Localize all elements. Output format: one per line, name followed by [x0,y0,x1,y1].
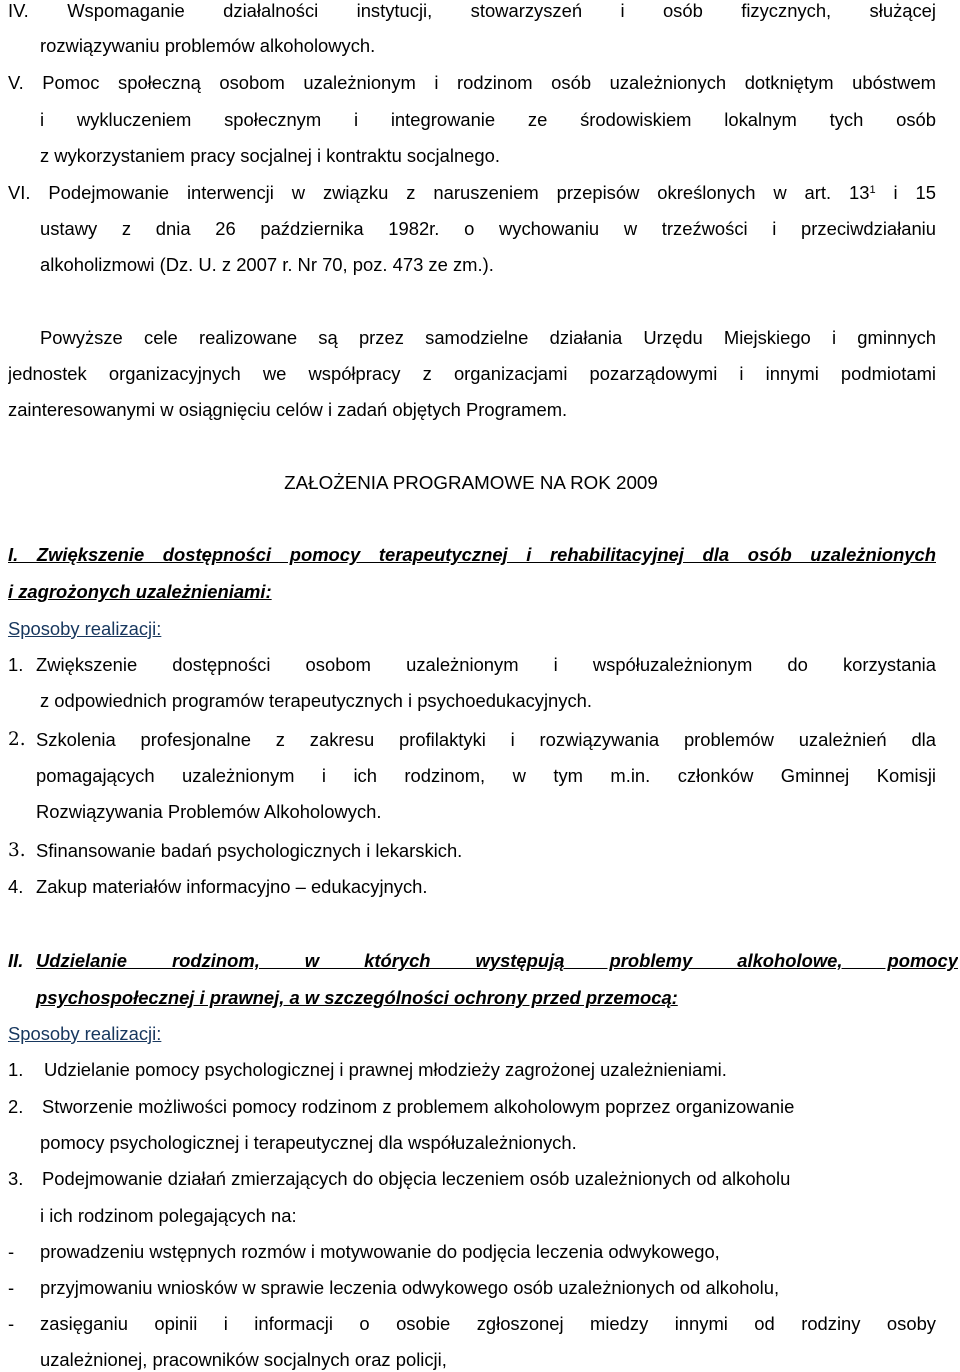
section-vi-line-3: alkoholizmowi (Dz. U. z 2007 r. Nr 70, poz. 473 ze zm.). [40,254,494,275]
intro-line-3: zainteresowanymi w osiągnięciu celów i zadań objętych Programem. [8,399,568,420]
part-i-item-1-number: 1. [8,654,24,675]
part-ii-item-2-line-2: pomocy psychologicznej i terapeutycznej dla współuzależnionych. [40,1132,577,1153]
section-vi-line-1-tail: i 15 [875,182,936,203]
part-ii-methods-label: Sposoby realizacji: [8,1023,162,1044]
part-ii-bullet-3-dash: - [8,1313,15,1334]
part-ii-bullet-1-line-1: prowadzeniu wstępnych rozmów i motywowanie do podjęcia leczenia odwykowego, [40,1241,720,1262]
part-ii-item-3-number: 3. [8,1168,24,1189]
part-i-item-1-line-1: Zwiększenie dostępności osobom uzależnionym i współuzależnionym do korzystania [36,654,936,675]
part-i-item-3-line-1: Sfinansowanie badań psychologicznych i lekarskich. [36,840,463,861]
intro-line-1: Powyższe cele realizowane są przez samodzielne działania Urzędu Miejskiego i gminnych [40,327,936,348]
part-i-title-line-1: I. Zwiększenie dostępności pomocy terapeutycznej i rehabilitacyjnej dla osób uzależnionych [8,544,936,565]
section-vi-line-2: ustawy z dnia 26 października 1982r. o wychowaniu w trzeźwości i przeciwdziałaniu [40,218,936,239]
section-v-line-2: i wykluczeniem społecznym i integrowanie ze środowiskiem lokalnym tych osób [40,109,936,130]
section-v-line-3: z wykorzystaniem pracy socjalnej i kontraktu socjalnego. [40,145,500,166]
section-iv-line-1: IV. Wspomaganie działalności instytucji, stowarzyszeń i osób fizycznych, służącej [8,0,936,21]
part-ii-item-3-line-2: i ich rodzinom polegających na: [40,1205,297,1226]
program-heading: ZAŁOŻENIA PROGRAMOWE NA ROK 2009 [284,472,658,493]
section-vi-line-1 [8,182,936,204]
section-vi-line-1-text: VI. Podejmowanie interwencji w związku z naruszeniem przepisów określonych w art. 13 [8,182,870,203]
part-ii-title-line-1: Udzielanie rodzinom, w których występują problemy alkoholowe, pomocy [36,950,958,971]
part-i-item-2-number: 2. [8,729,26,750]
part-i-title-line-2: i zagrożonych uzależnieniami: [8,581,272,602]
section-iv-line-2: rozwiązywaniu problemów alkoholowych. [40,35,376,56]
section-vi-superscript: 1 [869,184,876,196]
part-i-item-4-number: 4. [8,876,24,897]
part-i-methods-label: Sposoby realizacji: [8,618,162,639]
part-ii-bullet-1-dash: - [8,1241,15,1262]
part-ii-title-line-2: psychospołecznej i prawnej, a w szczególności ochrony przed przemocą: [36,987,678,1008]
intro-line-2: jednostek organizacyjnych we współpracy z organizacjami pozarządowymi i innymi podmiotami [8,363,936,384]
part-i-item-2-line-3: Rozwiązywania Problemów Alkoholowych. [36,801,382,822]
part-i-item-4-line-1: Zakup materiałów informacyjno – edukacyjnych. [36,876,428,897]
part-i-item-2-line-2: pomagających uzależnionym i ich rodzinom, w tym m.in. członków Gminnej Komisji [36,765,936,786]
part-ii-bullet-2-line-1: przyjmowaniu wniosków w sprawie leczenia odwykowego osób uzależnionych od alkoholu, [40,1277,780,1298]
part-ii-item-3-line-1: Podejmowanie działań zmierzających do objęcia leczeniem osób uzależnionych od alkoholu [42,1168,791,1189]
part-ii-item-1-number: 1. [8,1059,24,1080]
part-ii-item-2-number: 2. [8,1096,24,1117]
part-ii-bullet-3-line-1: zasięganiu opinii i informacji o osobie zgłoszonej miedzy innymi od rodziny osoby [40,1313,936,1334]
part-i-item-3-number: 3. [8,840,26,861]
part-ii-number: II. [8,950,24,971]
part-ii-bullet-3-line-2: uzależnionej, pracowników socjalnych oraz policji, [40,1349,447,1370]
part-i-item-1-line-2: z odpowiednich programów terapeutycznych i psychoedukacyjnych. [40,690,593,711]
part-ii-item-2-line-1: Stworzenie możliwości pomocy rodzinom z problemem alkoholowym poprzez organizowanie [42,1096,795,1117]
section-v-line-1: V. Pomoc społeczną osobom uzależnionym i rodzinom osób uzależnionych dotkniętym ubóstwem [8,72,936,93]
part-ii-bullet-2-dash: - [8,1277,15,1298]
part-ii-item-1-line-1: Udzielanie pomocy psychologicznej i prawnej młodzieży zagrożonej uzależnieniami. [44,1059,727,1080]
part-i-item-2-line-1: Szkolenia profesjonalne z zakresu profilaktyki i rozwiązywania problemów uzależnień dla [36,729,936,750]
